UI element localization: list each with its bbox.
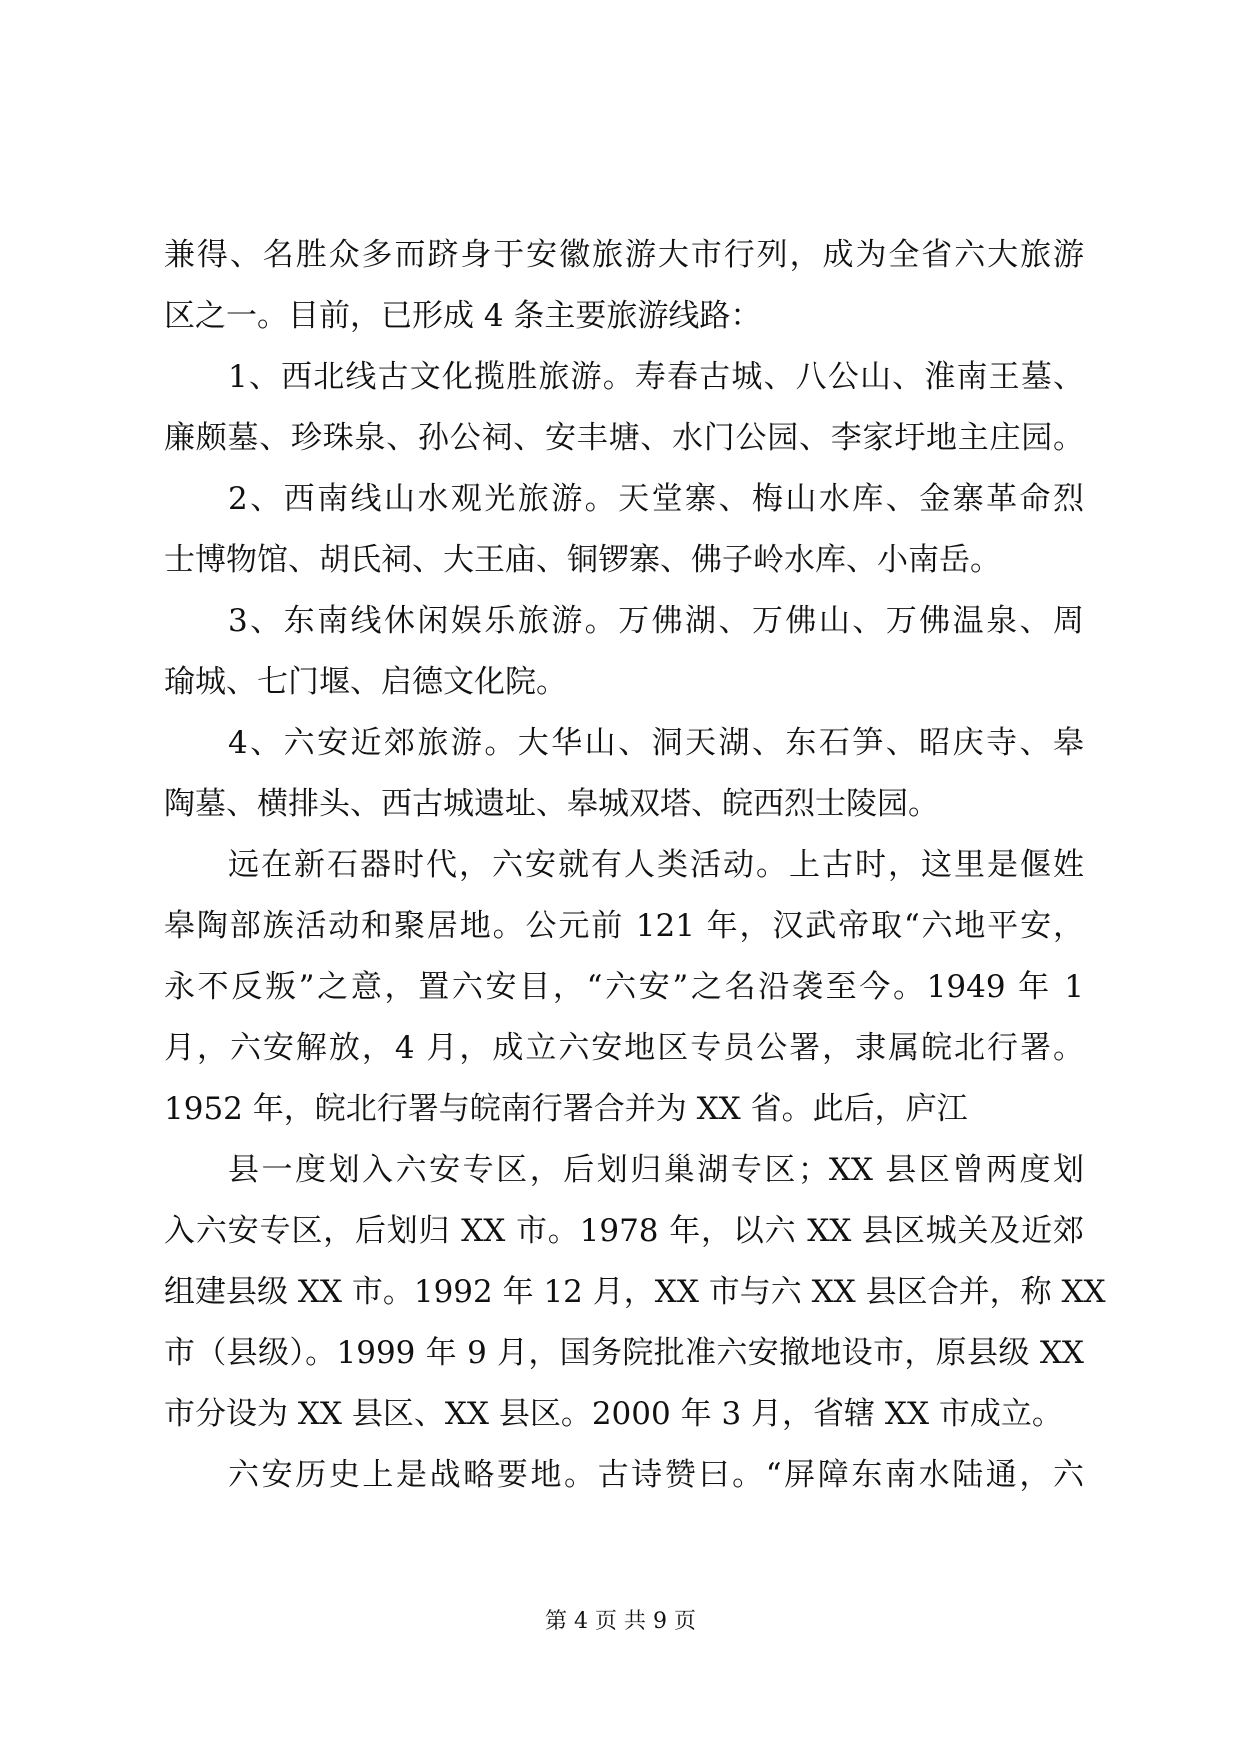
text-line: 1、西北线古文化揽胜旅游。寿春古城、八公山、淮南王墓、 (228, 359, 1084, 395)
text-line: 廉颇墓、珍珠泉、孙公祠、安丰塘、水门公园、李家圩地主庄园。 (164, 420, 1084, 456)
text-line: 3、东南线休闲娱乐旅游。万佛湖、万佛山、万佛温泉、周 (228, 603, 1084, 639)
text-line: 皋陶部族活动和聚居地。公元前 121 年，汉武帝取“六地平安， (164, 908, 1084, 944)
text-line: 陶墓、横排头、西古城遗址、皋城双塔、皖西烈士陵园。 (164, 786, 939, 822)
text-line: 兼得、名胜众多而跻身于安徽旅游大市行列，成为全省六大旅游 (164, 237, 1084, 273)
text-line: 4、六安近郊旅游。大华山、洞天湖、东石笋、昭庆寺、皋 (228, 725, 1084, 761)
text-line: 六安历史上是战略要地。古诗赞曰。“屏障东南水陆通，六 (228, 1457, 1084, 1493)
body-text (164, 225, 1106, 1506)
text-line: 月，六安解放，4 月，成立六安地区专员公署，隶属皖北行署。 (164, 1030, 1084, 1066)
page-footer: 第 4 页 共 9 页 (545, 1609, 696, 1634)
text-line: 组建县级 XX 市。1992 年 12 月，XX 市与六 XX 县区合并，称 XX (164, 1274, 1106, 1310)
text-line: 市（县级）。1999 年 9 月，国务院批准六安撤地设市，原县级 XX (164, 1335, 1084, 1371)
text-line: 士博物馆、胡氏祠、大王庙、铜锣寨、佛子岭水库、小南岳。 (164, 542, 1001, 578)
text-line: 市分设为 XX 县区、XX 县区。2000 年 3 月，省辖 XX 市成立。 (164, 1396, 1063, 1432)
text-line: 远在新石器时代，六安就有人类活动。上古时，这里是偃姓 (228, 847, 1084, 883)
text-line: 入六安专区，后划归 XX 市。1978 年，以六 XX 县区城关及近郊 (164, 1213, 1084, 1249)
text-line: 2、西南线山水观光旅游。天堂寨、梅山水库、金寨革命烈 (228, 481, 1084, 517)
text-line: 1952 年，皖北行署与皖南行署合并为 XX 省。此后，庐江 (164, 1091, 968, 1127)
text-line: 瑜城、七门堰、启德文化院。 (164, 664, 567, 700)
text-line: 区之一。目前，已形成 4 条主要旅游线路： (164, 298, 762, 334)
text-line: 永不反叛”之意，置六安目，“六安”之名沿袭至今。1949 年 1 (164, 969, 1084, 1005)
text-line: 县一度划入六安专区，后划归巢湖专区；XX 县区曾两度划 (228, 1152, 1084, 1188)
